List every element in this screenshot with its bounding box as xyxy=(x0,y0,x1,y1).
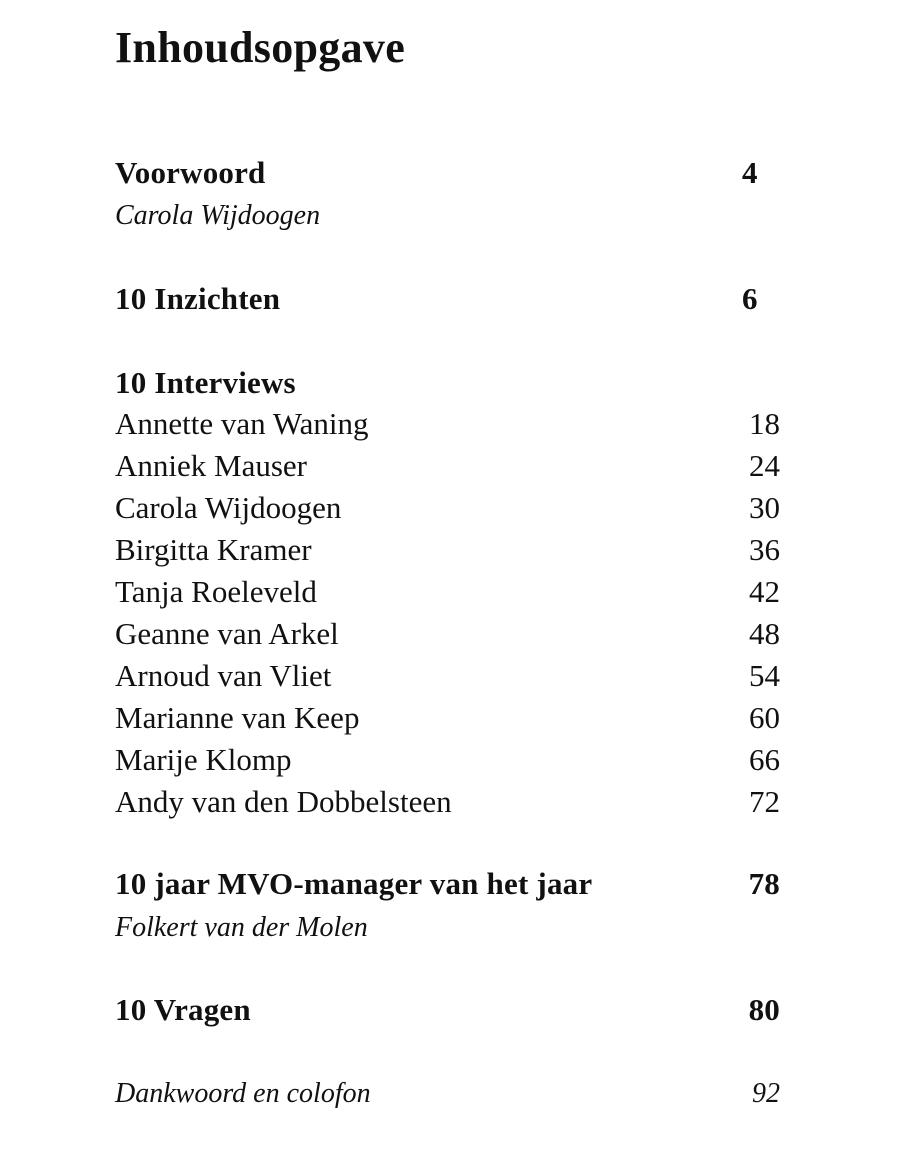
toc-entry[interactable] xyxy=(115,574,780,616)
toc-entry-name: Carola Wijdoogen xyxy=(115,490,342,525)
toc-entry-name: Anniek Mauser xyxy=(115,448,307,483)
toc-entry[interactable] xyxy=(115,616,780,658)
toc-heading-label: Voorwoord xyxy=(115,155,266,190)
toc-entry[interactable] xyxy=(115,700,780,742)
toc-page-number: 92 xyxy=(752,1078,780,1109)
toc-page-number: 18 xyxy=(749,406,780,441)
toc-author: Folkert van der Molen xyxy=(115,912,368,943)
toc-page-number: 30 xyxy=(749,490,780,525)
toc-heading-label: 10 Inzichten xyxy=(115,281,281,316)
toc-item-mvo-manager[interactable] xyxy=(115,866,780,908)
toc-page-number: 36 xyxy=(749,532,780,567)
toc-page-number: 4 xyxy=(742,155,758,190)
toc-page-number: 80 xyxy=(748,992,780,1027)
toc-page-number: 42 xyxy=(749,574,780,609)
toc-section-interviews xyxy=(115,365,780,407)
toc-entry-name: Arnoud van Vliet xyxy=(115,658,332,693)
page-title: Inhoudsopgave xyxy=(115,23,406,72)
toc-item-dankwoord[interactable] xyxy=(115,1078,780,1120)
toc-item-inzichten[interactable] xyxy=(115,281,780,323)
toc-page-number: 48 xyxy=(749,616,780,651)
toc-page-number: 72 xyxy=(749,784,780,819)
toc-entry-name: Birgitta Kramer xyxy=(115,532,312,567)
toc-entry[interactable] xyxy=(115,784,780,826)
toc-author: Carola Wijdoogen xyxy=(115,200,321,231)
toc-entry[interactable] xyxy=(115,448,780,490)
toc-entry-name: Annette van Waning xyxy=(115,406,369,441)
toc-heading-label: 10 Vragen xyxy=(115,992,251,1027)
toc-page-number: 66 xyxy=(749,742,780,777)
toc-page-number: 54 xyxy=(749,658,780,693)
toc-heading-label: 10 jaar MVO-manager van het jaar xyxy=(115,866,593,901)
toc-page-number: 60 xyxy=(749,700,780,735)
toc-page-number: 6 xyxy=(742,281,758,316)
toc-entry[interactable] xyxy=(115,532,780,574)
toc-entry[interactable] xyxy=(115,490,780,532)
toc-page-number: 24 xyxy=(749,448,780,483)
toc-entry-name: Marianne van Keep xyxy=(115,700,360,735)
toc-entry-name: Marije Klomp xyxy=(115,742,292,777)
toc-heading-label: 10 Interviews xyxy=(115,365,296,400)
toc-page-number: 78 xyxy=(748,866,780,901)
toc-entry[interactable] xyxy=(115,406,780,448)
toc-entry[interactable] xyxy=(115,658,780,700)
toc-item-voorwoord[interactable] xyxy=(115,155,780,197)
toc-item-vragen[interactable] xyxy=(115,992,780,1034)
toc-entry[interactable] xyxy=(115,742,780,784)
toc-entry-name: Geanne van Arkel xyxy=(115,616,339,651)
toc-entry-name: Andy van den Dobbelsteen xyxy=(115,784,452,819)
toc-entry-name: Dankwoord en colofon xyxy=(115,1078,371,1109)
toc-entry-name: Tanja Roeleveld xyxy=(115,574,317,609)
